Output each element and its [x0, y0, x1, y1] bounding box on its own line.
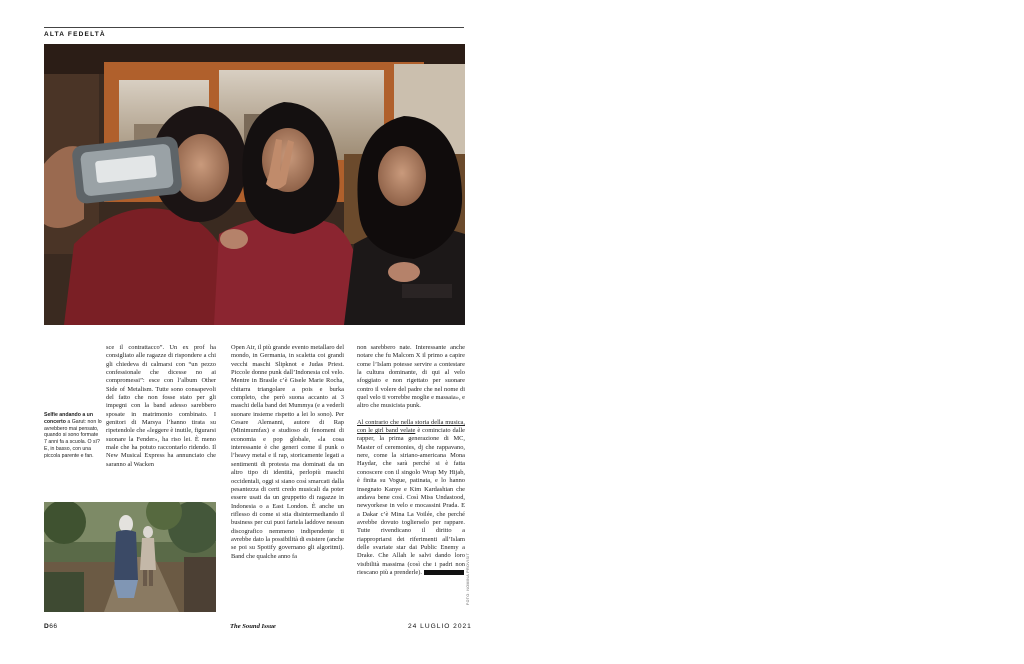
photo-caption	[44, 412, 102, 460]
caption-lead: Selfie andando a un concerto	[44, 412, 94, 425]
top-rule	[44, 27, 464, 28]
hero-photo-illustration	[44, 44, 465, 325]
end-mark	[424, 570, 464, 575]
issue-title: The Sound Issue	[230, 623, 276, 630]
section-label: ALTA FEDELTÀ	[44, 31, 106, 38]
article-column-3	[357, 344, 465, 577]
article-column-1	[106, 344, 216, 469]
column-2-text: Open Air, il più grande evento metallaro del mondo, in Germania, in scaletta coi grandi vecchi maschi Slipknot e Judas Priest. Piccole donne punk dall’Indonesia col velo. Mentre in Brasile c’è Gisele Marie Rocha, chitarra triangolare a pois e burka completo, che però suona accanto ai 3 maschi della band dei Mummya (e a vederli suonare insieme rispetto a lei lo sono). Per Cesare Alemanni, autore di Rap (Minimumfax) e studioso di fenomeni di economia e pop globale, «la cosa interessante è che generi come il punk o l’heavy metal e il rap, storicamente legati a sentimenti di protesta ma dominati da un altro tipo di identità, perlopiù maschi occidentali, oggi si siano così smarcati dalla pesantezza di certi credo musicali da poter essere usati da un gruppetto di ragazze in Indonesia o a East London. È anche un riflesso di come si stia disintermediando il business per cui puoi fartela laddove nessun discografico nemmeno indipendente ti avrebbe dato la possibilità di esistere (anche se poi su Spotify governano gli algoritmi). Band che qualche anno fa	[231, 344, 344, 560]
secondary-photo	[44, 502, 216, 612]
column-3-paragraph-1: non sarebbero nate. Interessante anche notare che fu Malcom X il primo a capire come l’Islam potesse servire a contestare la cultura dominante, di qui al velo sfoggiato e non rigettato per suonare contro il volere del padre che nel nome di quel velo ti vorrebbe moglie e massaia», e altro che musicista punk.	[357, 344, 465, 410]
photo-credit: FOTO: NOMINA PROVISIT	[466, 552, 470, 605]
column-1-text: sce il contrattacco”. Un ex prof ha consigliato alle ragazze di rispondere a chi gli chiedeva di calmarsi con “un pezzo confessionale che dicesse no ai compromessi”: esce con l’album Other Side of Metalism. Tutte sono consapevoli del fatto che non fosse stato per gli impegni con la band adesso sarebbero sposate in matrimonio combinato. I genitori di Marsya l’hanno tirata su ripetendole che «leggere è inutile, figurarsi suonare la Fender», ha riso lei. È meno male che ha potuto raccontarlo ridendo. Il New Musical Express ha annunciato che saranno al Wacken	[106, 344, 217, 468]
magazine-prefix: D	[44, 623, 50, 630]
paragraph-gap	[357, 411, 465, 419]
hero-photo	[44, 44, 465, 325]
column-3-paragraph-2	[357, 419, 465, 578]
issue-date: 24 LUGLIO 2021	[408, 623, 472, 630]
secondary-photo-illustration	[44, 502, 216, 612]
caption-body: a Garut: non lo avrebbero mai pensato, quando si sono formate 7 anni fa a scuola. O sì? E, in basso, con una piccola parente e fan.	[44, 418, 102, 459]
page-number-value: 66	[49, 623, 58, 630]
article-column-2	[231, 344, 344, 561]
paragraph-lead-in: Al contrario che nella storia della musica, con le girl band velate	[357, 418, 465, 435]
column-3-paragraph-2-text: è cominciato dalle rapper, la prima generazione di MC, Master of ceremonies, dj che rappavano, nere, come la siriano-americana Mona Haydar, che sarà perché si è fatta conoscere con il singolo Wrap My Hijab, è finita su Vogue, patinata, e lo hanno insegnato Kanye e Kim Kardashian che andava bene così. Così Miss Undastood, newyorkese in velo e mocassini Prada. E a Dakar c’è Mina La Voilée, che perché avrebbe dovuto toglierselo per rappare. Tutte rivendicano il diritto a riappropriarsi dei riferimenti all’Islam delle svariate star dai Public Enemy a Drake. Che Allah le salvi dando loro visibilità massima (così che i padri non riescano più a prenderle).	[357, 427, 465, 576]
page-number	[44, 623, 58, 630]
